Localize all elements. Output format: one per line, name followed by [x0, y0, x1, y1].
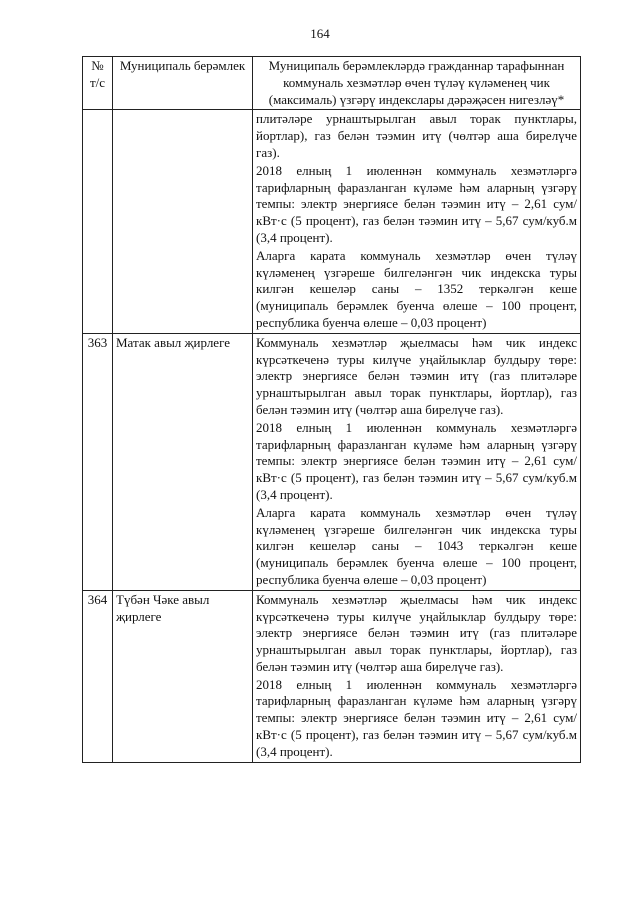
description-paragraph: 2018 елның 1 июленнән коммуналь хезмәтләргә тарифларның фаразланган күләме һәм аларның үзгәрү темпы: электр энергиясе белән тәэмин итү – 2,61 сум/кВт·с (5 процент), газ белән тәэмин итү – 5,67 сум/куб.м (3,4 процент). — [256, 162, 577, 245]
header-municipality: Муниципаль берәмлек — [113, 57, 253, 110]
row-municipality: Түбән Чәке авыл җирлеге — [113, 590, 253, 762]
table-header-row — [83, 57, 581, 110]
row-municipality — [113, 110, 253, 333]
description-paragraph: Коммуналь хезмәтләр җыелмасы һәм чик индекс күрсәткеченә туры килүче уңайлыклар булдыру төре: электр энергиясе белән тәэмин итү (газ плитәләре урнаштырылган авыл торак пунктлары, йортлар), газ белән тәэмин итү (чөлтәр аша бирелүче газ). — [256, 334, 577, 417]
row-description — [253, 333, 581, 590]
description-paragraph: Аларга карата коммуналь хезмәтләр өчен түләү күләменең үзгәреше билгеләнгән чик индекска туры килгән кешеләр саны – 1043 теркәлгән кеше (муниципаль берәмлек буенча өлеше – 100 процент, республика буенча өлеше – 0,03 процент) — [256, 504, 577, 587]
table-row — [83, 590, 581, 762]
row-number — [83, 110, 113, 333]
description-paragraph: Коммуналь хезмәтләр җыелмасы һәм чик индекс күрсәткеченә туры килүче уңайлыклар булдыру төре: электр энергиясе белән тәэмин итү (газ плитәләре урнаштырылган авыл торак пунктлары, йортлар), газ белән тәэмин итү (чөлтәр аша бирелүче газ). — [256, 591, 577, 674]
header-description: Муниципаль берәмлекләрдә гражданнар тарафыннан коммуналь хезмәтләр өчен түләү күләменең чик (максималь) үзгәрү индекслары дәрәҗәсен нигезләү* — [253, 57, 581, 110]
description-paragraph: 2018 елның 1 июленнән коммуналь хезмәтләргә тарифларның фаразланган күләме һәм аларның үзгәрү темпы: электр энергиясе белән тәэмин итү – 2,61 сум/кВт·с (5 процент), газ белән тәэмин итү – 5,67 сум/куб.м (3,4 процент). — [256, 419, 577, 502]
row-number: 364 — [83, 590, 113, 762]
description-paragraph: 2018 елның 1 июленнән коммуналь хезмәтләргә тарифларның фаразланган күләме һәм аларның үзгәрү темпы: электр энергиясе белән тәэмин итү – 2,61 сум/кВт·с (5 процент), газ белән тәэмин итү – 5,67 сум/куб.м (3,4 процент). — [256, 676, 577, 759]
row-description — [253, 590, 581, 762]
row-municipality: Матак авыл җирлеге — [113, 333, 253, 590]
indices-table — [82, 56, 581, 763]
header-number: № т/с — [83, 57, 113, 110]
page-number: 164 — [310, 26, 330, 41]
row-number: 363 — [83, 333, 113, 590]
description-paragraph: Аларга карата коммуналь хезмәтләр өчен түләү күләменең үзгәреше билгеләнгән чик индекска туры килгән кешеләр саны – 1352 теркәлгән кеше (муниципаль берәмлек буенча өлеше – 100 процент, республика буенча өлеше – 0,03 процент) — [256, 247, 577, 330]
table-row — [83, 333, 581, 590]
row-description — [253, 110, 581, 333]
description-paragraph: плитәләре урнаштырылган авыл торак пунктлары, йортлар), газ белән тәэмин итү (чөлтәр аша бирелүче газ). — [256, 111, 577, 160]
table-row — [83, 110, 581, 333]
